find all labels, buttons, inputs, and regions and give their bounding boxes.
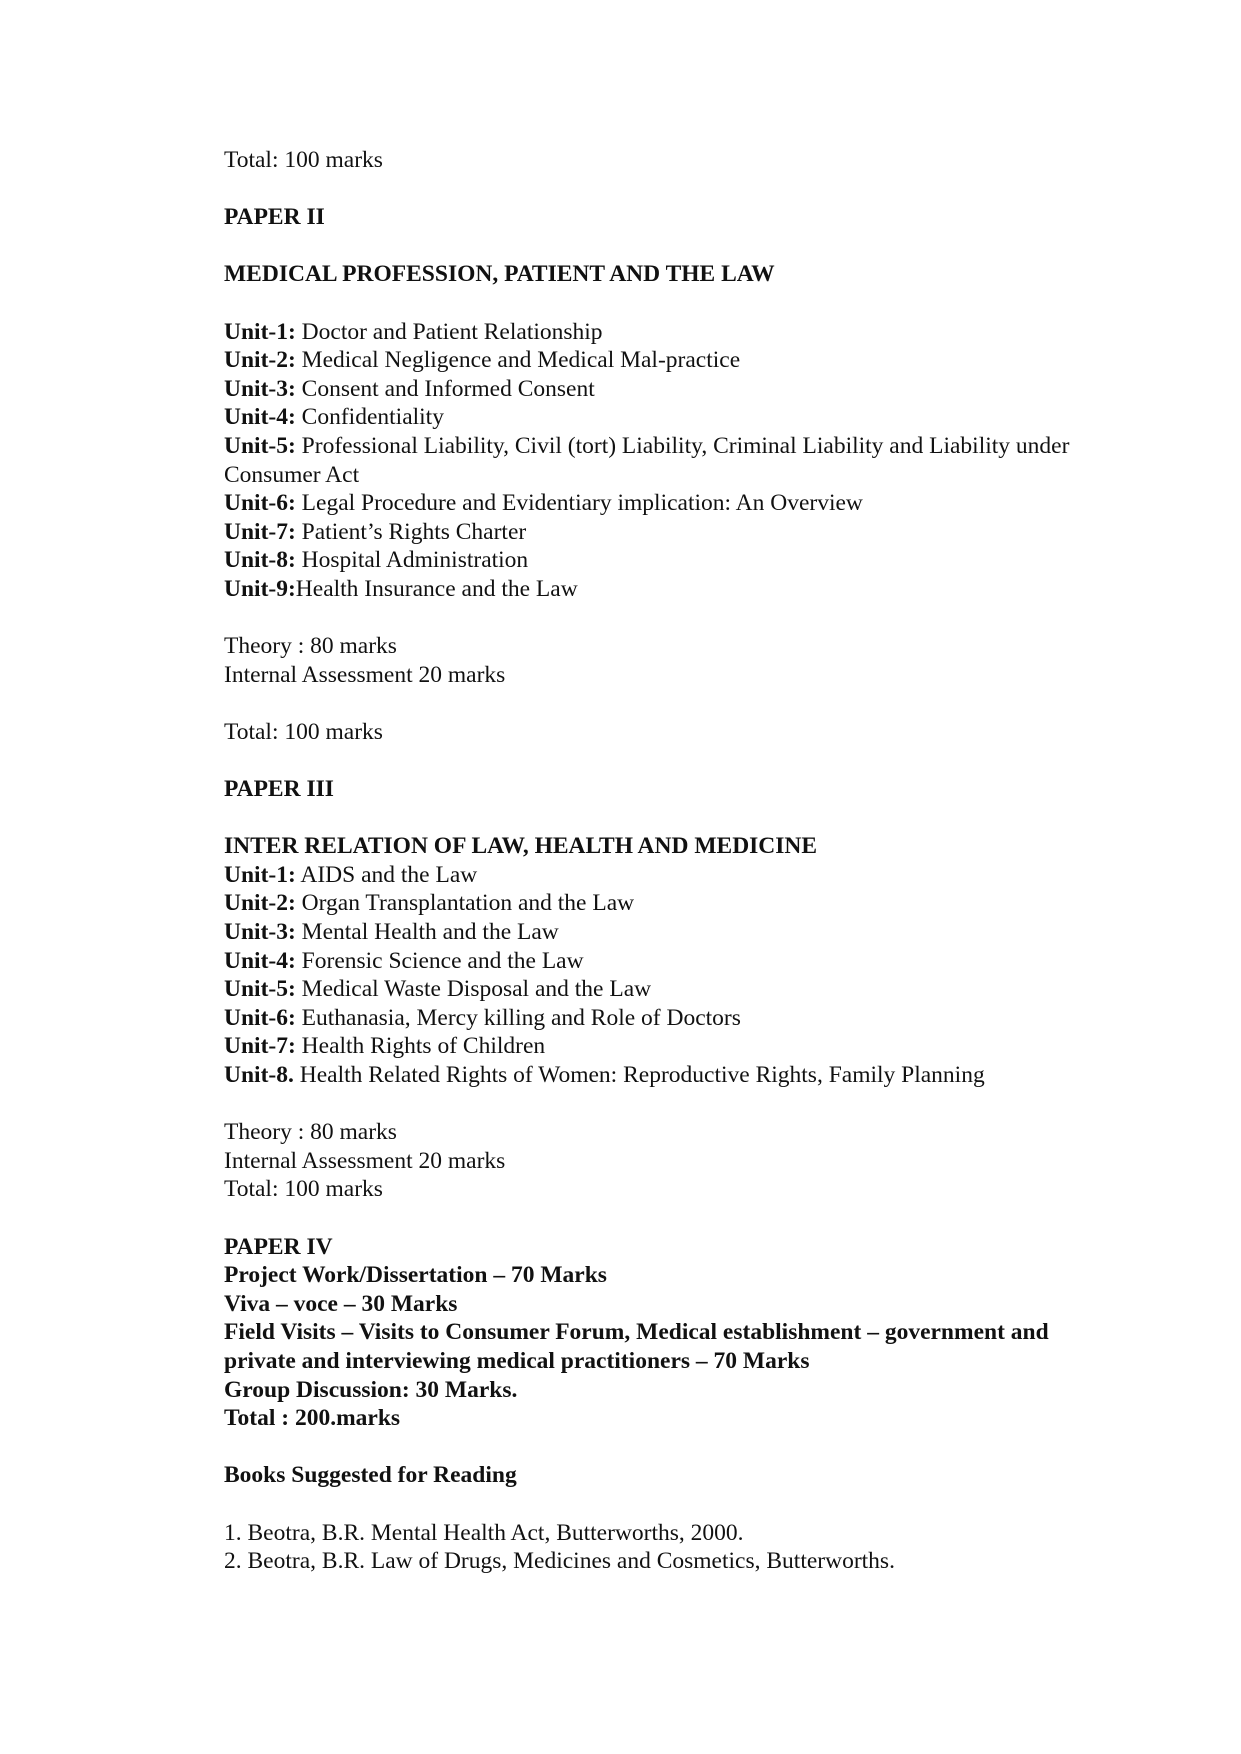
unit-label: Unit-2: bbox=[224, 890, 296, 917]
paper-4-block bbox=[224, 1233, 1084, 1433]
unit-item bbox=[224, 375, 1084, 404]
paper-2-label: PAPER II bbox=[224, 204, 325, 231]
unit-text: Organ Transplantation and the Law bbox=[295, 890, 635, 917]
unit-item bbox=[224, 432, 1084, 489]
unit-label: Unit-1: bbox=[224, 318, 296, 345]
unit-item bbox=[224, 861, 1084, 890]
unit-item bbox=[224, 575, 1084, 604]
syllabus-page bbox=[224, 146, 1084, 1576]
unit-item bbox=[224, 1004, 1084, 1033]
unit-text: Medical Waste Disposal and the Law bbox=[295, 976, 652, 1003]
paper-3-title: INTER RELATION OF LAW, HEALTH AND MEDICINE bbox=[224, 833, 818, 860]
paper-3-unit-list bbox=[224, 861, 1084, 1090]
paper-2-title: MEDICAL PROFESSION, PATIENT AND THE LAW bbox=[224, 261, 775, 288]
unit-text: AIDS and the Law bbox=[295, 861, 478, 888]
unit-item bbox=[224, 518, 1084, 547]
unit-text: Confidentiality bbox=[295, 404, 444, 431]
unit-item bbox=[224, 918, 1084, 947]
unit-label: Unit-5: bbox=[224, 432, 296, 459]
unit-item bbox=[224, 1032, 1084, 1061]
book-item: 1. Beotra, B.R. Mental Health Act, Butterworths, 2000. bbox=[224, 1519, 744, 1546]
paper-3-label: PAPER III bbox=[224, 776, 334, 803]
paper-4-viva: Viva – voce – 30 Marks bbox=[224, 1290, 458, 1317]
unit-text: Medical Negligence and Medical Mal-practice bbox=[295, 347, 741, 374]
unit-item bbox=[224, 318, 1084, 347]
paper-4-project: Project Work/Dissertation – 70 Marks bbox=[224, 1262, 607, 1289]
unit-label: Unit-7: bbox=[224, 1033, 296, 1060]
unit-text: Health Related Rights of Women: Reproductive Rights, Family Planning bbox=[293, 1062, 985, 1088]
unit-text: Patient’s Rights Charter bbox=[295, 518, 527, 545]
unit-item bbox=[224, 346, 1084, 375]
unit-item bbox=[224, 546, 1084, 575]
paper-4-field-visits: Field Visits – Visits to Consumer Forum, Medical establishment – government and private and interviewing medical practitioners – 70 Marks bbox=[224, 1319, 1049, 1374]
unit-text: Health Rights of Children bbox=[295, 1033, 546, 1060]
unit-label: Unit-4: bbox=[224, 404, 296, 431]
unit-text: Health Insurance and the Law bbox=[295, 575, 578, 602]
unit-label: Unit-3: bbox=[224, 375, 296, 402]
unit-label: Unit-2: bbox=[224, 347, 296, 374]
unit-label: Unit-8: bbox=[224, 547, 296, 574]
unit-text: Consent and Informed Consent bbox=[295, 375, 595, 402]
paper-4-group-discussion: Group Discussion: 30 Marks. bbox=[224, 1376, 518, 1403]
books-heading: Books Suggested for Reading bbox=[224, 1462, 517, 1489]
paper-4-total: Total : 200.marks bbox=[224, 1405, 401, 1432]
paper-2-unit-list bbox=[224, 318, 1084, 604]
paper-2-internal-marks: Internal Assessment 20 marks bbox=[224, 661, 506, 688]
unit-label: Unit-7: bbox=[224, 518, 296, 545]
unit-label: Unit-6: bbox=[224, 1004, 296, 1031]
unit-text: Professional Liability, Civil (tort) Liability, Criminal Liability and Liability under Consumer Act bbox=[224, 432, 1070, 488]
unit-item bbox=[224, 889, 1084, 918]
unit-item bbox=[224, 403, 1084, 432]
unit-item bbox=[224, 947, 1084, 976]
paper-4-label: PAPER IV bbox=[224, 1233, 333, 1260]
unit-item bbox=[224, 489, 1084, 518]
unit-label: Unit-1: bbox=[224, 861, 296, 888]
paper-2-total-marks: Total: 100 marks bbox=[224, 718, 383, 745]
unit-text: Euthanasia, Mercy killing and Role of Doctors bbox=[295, 1004, 741, 1031]
unit-text: Forensic Science and the Law bbox=[295, 947, 584, 974]
unit-text: Hospital Administration bbox=[295, 547, 529, 574]
top-total: Total: 100 marks bbox=[224, 147, 383, 173]
unit-text: Mental Health and the Law bbox=[295, 919, 559, 946]
unit-label: Unit-5: bbox=[224, 976, 296, 1003]
unit-text: Legal Procedure and Evidentiary implication: An Overview bbox=[295, 490, 863, 517]
paper-3-theory-marks: Theory : 80 marks bbox=[224, 1119, 397, 1146]
books-list bbox=[224, 1519, 1084, 1576]
unit-label: Unit-4: bbox=[224, 947, 296, 974]
unit-label: Unit-3: bbox=[224, 919, 296, 946]
unit-item bbox=[224, 1061, 1084, 1090]
unit-label: Unit-6: bbox=[224, 490, 296, 517]
unit-item bbox=[224, 975, 1084, 1004]
unit-label: Unit-8. bbox=[224, 1062, 294, 1088]
book-item: 2. Beotra, B.R. Law of Drugs, Medicines and Cosmetics, Butterworths. bbox=[224, 1548, 895, 1575]
paper-3-total-marks: Total: 100 marks bbox=[224, 1176, 383, 1203]
paper-3-internal-marks: Internal Assessment 20 marks bbox=[224, 1147, 506, 1174]
unit-label: Unit-9: bbox=[224, 575, 296, 602]
paper-2-theory-marks: Theory : 80 marks bbox=[224, 633, 397, 660]
unit-text: Doctor and Patient Relationship bbox=[295, 318, 603, 345]
